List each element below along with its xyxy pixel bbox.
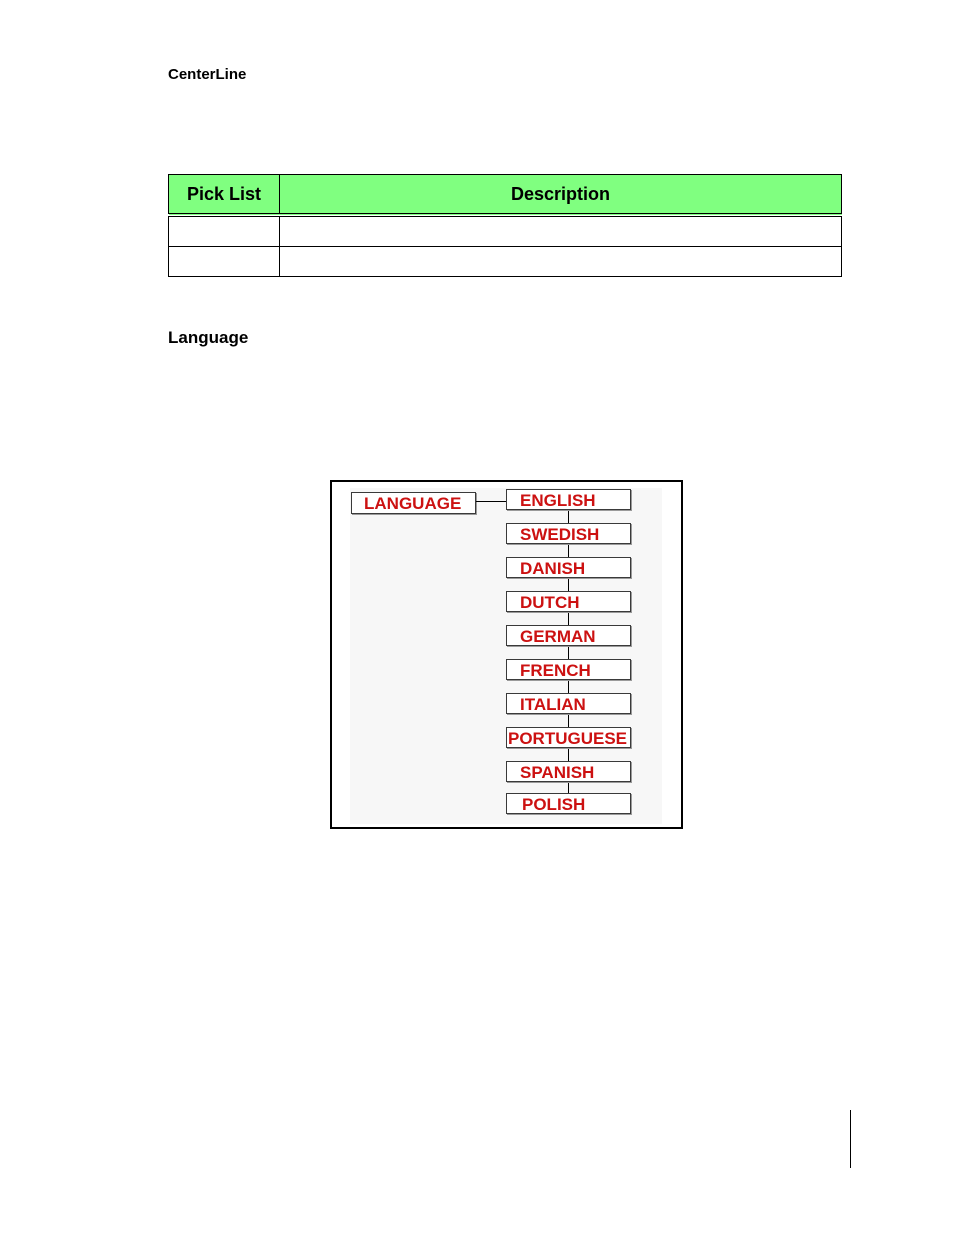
option-connector	[568, 680, 569, 694]
language-root-box: LANGUAGE	[351, 492, 476, 514]
option-portuguese: PORTUGUESE	[506, 727, 631, 748]
table-cell-pick-list	[169, 215, 280, 247]
running-header: CenterLine	[168, 66, 247, 83]
page-edge-rule	[850, 1110, 851, 1168]
table-row	[169, 247, 842, 277]
option-english: ENGLISH	[506, 489, 631, 510]
option-italian: ITALIAN	[506, 693, 631, 714]
column-header-description: Description	[280, 175, 842, 216]
option-dutch: DUTCH	[506, 591, 631, 612]
table-row	[169, 215, 842, 247]
option-connector	[568, 578, 569, 592]
option-connector	[568, 612, 569, 626]
table-cell-description	[280, 215, 842, 247]
section-heading-language: Language	[168, 328, 249, 347]
option-swedish: SWEDISH	[506, 523, 631, 544]
root-connector	[476, 501, 506, 502]
option-german: GERMAN	[506, 625, 631, 646]
option-polish: POLISH	[506, 793, 631, 814]
column-header-pick-list: Pick List	[169, 175, 280, 216]
option-french: FRENCH	[506, 659, 631, 680]
table-header-row	[169, 175, 842, 216]
language-menu-diagram	[330, 480, 683, 829]
option-danish: DANISH	[506, 557, 631, 578]
table-cell-description	[280, 247, 842, 277]
option-connector	[568, 510, 569, 524]
option-connector	[568, 544, 569, 558]
option-connector	[568, 646, 569, 660]
option-connector	[568, 714, 569, 728]
table-cell-pick-list	[169, 247, 280, 277]
pick-list-table	[168, 174, 842, 277]
option-connector	[568, 748, 569, 762]
option-spanish: SPANISH	[506, 761, 631, 782]
